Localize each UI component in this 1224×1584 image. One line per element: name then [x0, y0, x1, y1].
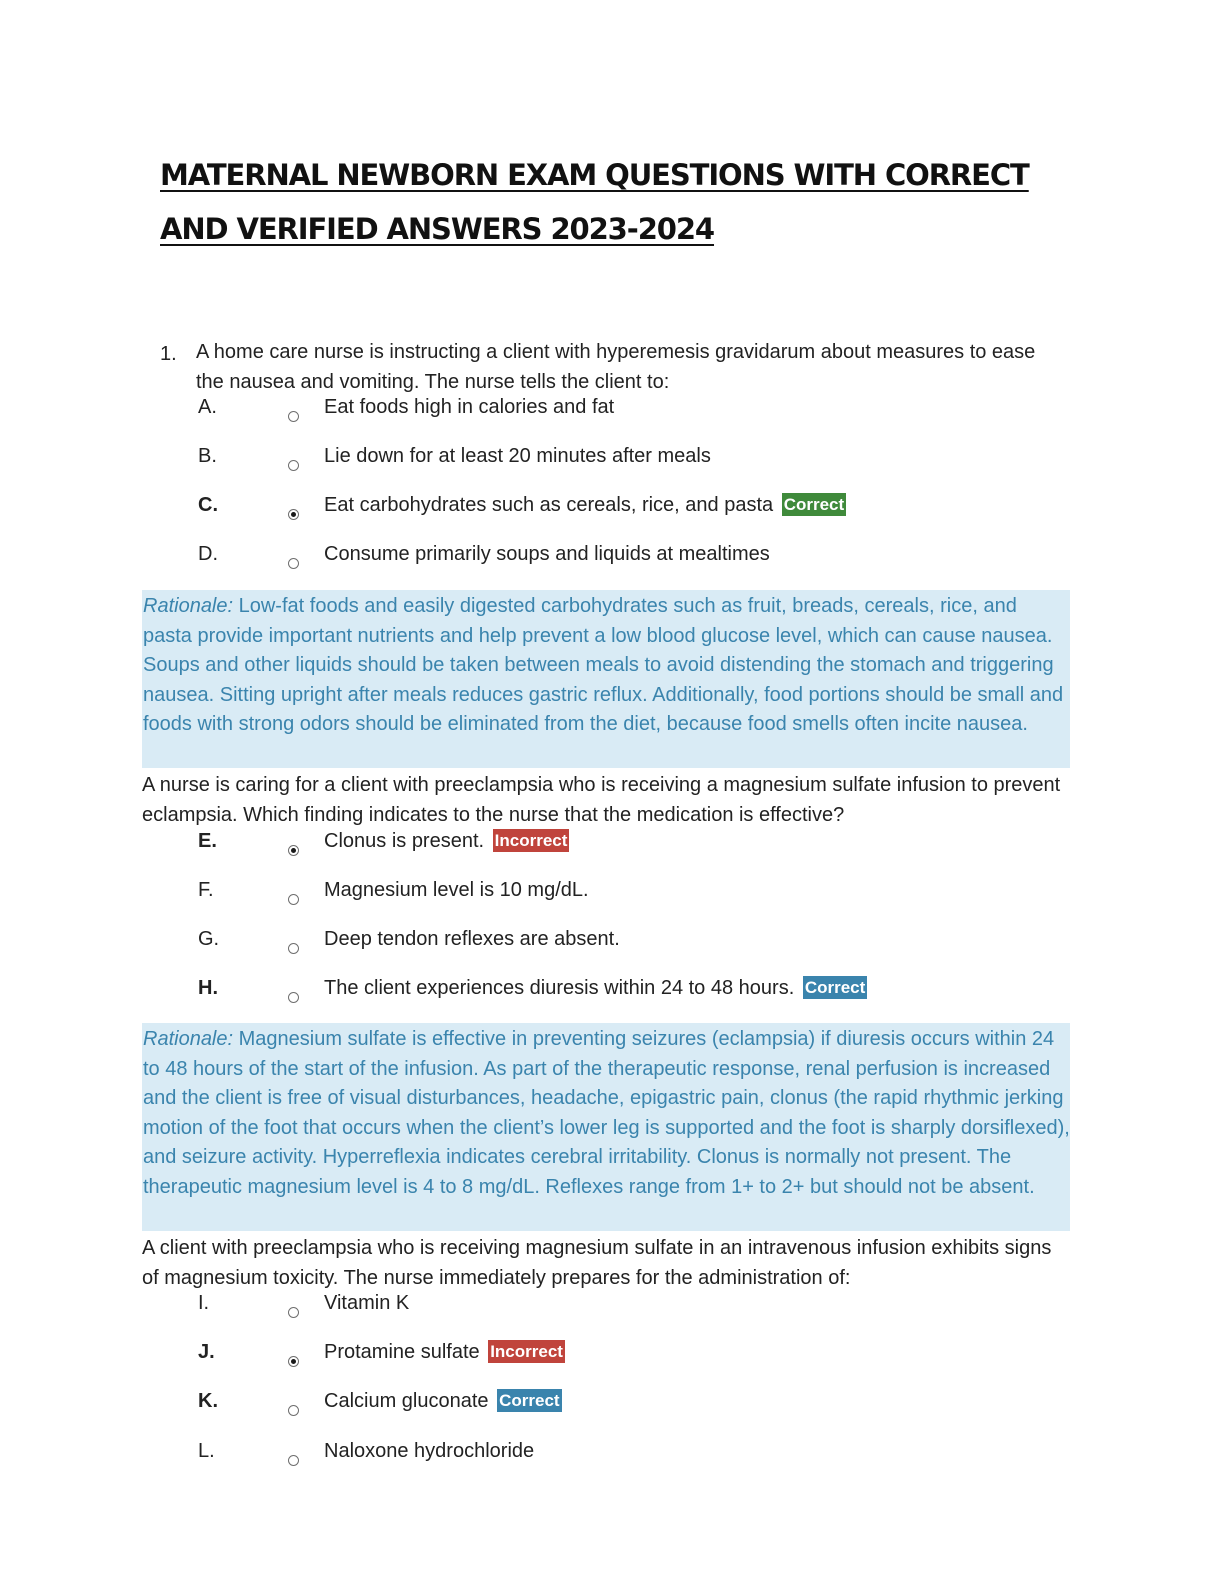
answer-option[interactable] [0, 1388, 1224, 1434]
radio-button-icon[interactable] [288, 1405, 299, 1416]
answer-option[interactable] [0, 1438, 1224, 1484]
answer-option[interactable] [0, 443, 1224, 489]
option-text: Calcium gluconate Correct [324, 1390, 560, 1412]
answer-option[interactable] [0, 394, 1224, 440]
answer-option[interactable] [0, 877, 1224, 923]
option-text: Consume primarily soups and liquids at mealtimes [324, 543, 770, 565]
incorrect-badge: Incorrect [494, 831, 568, 850]
question-stem: A home care nurse is instructing a client with hyperemesis gravidarum about measures to ease the nausea and vomiting. The nurse tells the client to: [196, 341, 1036, 393]
question-stem: A client with preeclampsia who is receiving magnesium sulfate in an intravenous infusion exhibits signs of magnesium toxicity. The nurse immediately prepares for the administration of: [142, 1237, 1052, 1289]
radio-button-icon[interactable] [288, 943, 299, 954]
question-stem: A nurse is caring for a client with preeclampsia who is receiving a magnesium sulfate infusion to prevent eclampsia. Which finding indicates to the nurse that the medication is effective? [142, 774, 1061, 826]
option-letter: K. [198, 1390, 218, 1412]
rationale-label: Rationale: [143, 595, 234, 617]
option-letter: H. [198, 977, 218, 999]
answer-option[interactable] [0, 1339, 1224, 1385]
option-letter: D. [198, 543, 218, 565]
option-letter: E. [198, 830, 217, 852]
radio-button-icon[interactable] [288, 894, 299, 905]
rationale-label: Rationale: [143, 1028, 234, 1050]
option-letter: A. [198, 396, 217, 418]
radio-button-icon[interactable] [288, 1307, 299, 1318]
option-text: Eat carbohydrates such as cereals, rice, and pasta Correct [324, 494, 845, 516]
rationale-box [142, 590, 1070, 768]
option-letter: I. [198, 1292, 210, 1314]
option-text: Naloxone hydrochloride [324, 1440, 535, 1462]
answer-option[interactable] [0, 828, 1224, 874]
option-text: Lie down for at least 20 minutes after meals [324, 445, 711, 467]
radio-button-selected-icon[interactable] [288, 509, 299, 520]
document-title: MATERNAL NEWBORN EXAM QUESTIONS WITH CORRECT AND VERIFIED ANSWERS 2023-2024 [160, 158, 1029, 246]
option-letter: B. [198, 445, 217, 467]
answer-option[interactable] [0, 541, 1224, 587]
question-number: 1. [160, 343, 177, 365]
option-text: Deep tendon reflexes are absent. [324, 928, 620, 950]
answer-option[interactable] [0, 975, 1224, 1021]
radio-button-icon[interactable] [288, 460, 299, 471]
radio-button-icon[interactable] [288, 1455, 299, 1466]
radio-button-icon[interactable] [288, 411, 299, 422]
correct-badge: Correct [499, 1391, 560, 1410]
option-text: Clonus is present. Incorrect [324, 830, 568, 852]
radio-button-icon[interactable] [288, 558, 299, 569]
rationale-text: Magnesium sulfate is effective in preventing seizures (eclampsia) if diuresis occurs within 24 to 48 hours of the start of the infusion. As part of the therapeutic response, renal perfusion is increased and the client is free of visual disturbances, headache, epigastric pain, clonus (the rapid rhythmic jerking motion of the foot that occurs when the client’s lower leg is supported and the foot is sharply dorsiflexed), and seizure activity. Hyperreflexia indicates cerebral irritability. Clonus is normally not present. The therapeutic magnesium level is 4 to 8 mg/dL. Reflexes range from 1+ to 2+ but should not be absent. [143, 1028, 1070, 1198]
option-text: The client experiences diuresis within 24 to 48 hours. Correct [324, 977, 866, 999]
radio-button-selected-icon[interactable] [288, 1356, 299, 1367]
rationale-text: Low-fat foods and easily digested carbohydrates such as fruit, breads, cereals, rice, and pasta provide important nutrients and help prevent a low blood glucose level, which can cause nausea. Soups and other liquids should be taken between meals to avoid distending the stomach and triggering nausea. Sitting upright after meals reduces gastric reflux. Additionally, food portions should be small and foods with strong odors should be eliminated from the diet, because food smells often incite nausea. [143, 595, 1064, 736]
radio-button-icon[interactable] [288, 992, 299, 1003]
rationale-box [142, 1023, 1070, 1231]
option-letter: F. [198, 879, 214, 901]
answer-option[interactable] [0, 492, 1224, 538]
option-letter: G. [198, 928, 220, 950]
option-letter: L. [198, 1440, 215, 1462]
answer-option[interactable] [0, 1290, 1224, 1336]
option-text: Protamine sulfate Incorrect [324, 1341, 563, 1363]
incorrect-badge: Incorrect [490, 1342, 563, 1361]
option-text: Eat foods high in calories and fat [324, 396, 615, 418]
correct-badge: Correct [783, 495, 845, 514]
correct-badge: Correct [804, 978, 866, 997]
option-text: Magnesium level is 10 mg/dL. [324, 879, 589, 901]
radio-button-selected-icon[interactable] [288, 845, 299, 856]
option-letter: J. [198, 1341, 215, 1363]
option-text: Vitamin K [324, 1292, 410, 1314]
answer-option[interactable] [0, 926, 1224, 972]
option-letter: C. [198, 494, 218, 516]
